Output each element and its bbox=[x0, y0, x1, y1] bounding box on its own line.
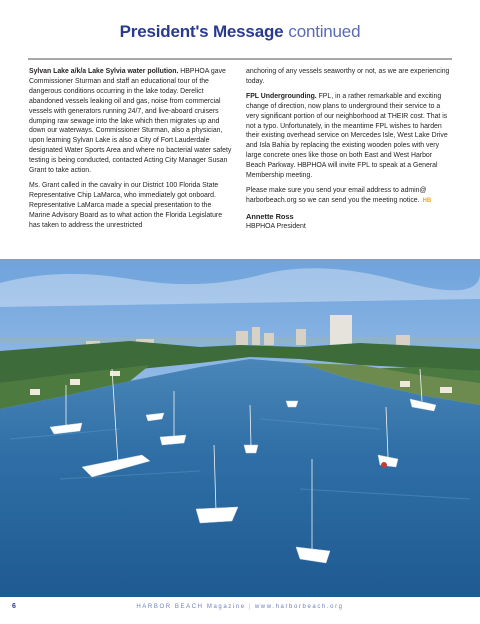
page-title bbox=[0, 22, 480, 42]
text-fpl: FPL, in a rather remarkable and exciting change of direction, now plans to underground their service to a very significant portion of our neighborhood at THEIR cost. That is not a typo. Unfortunately, in the meantime FPL wishes to harden their existing overhead service on Mercedes Isle, West Lake Drive and Isla Bahia by replacing the existing wooden poles with very large concrete ones like those on both East and West Harbor Beach Parkway. HBPHOA will invite FPL to speak at a General Membership meeting. bbox=[246, 92, 448, 180]
right-column bbox=[246, 67, 450, 232]
end-mark-logo: HB bbox=[422, 197, 432, 204]
signature-name: Annette Ross bbox=[246, 211, 294, 221]
lead-sylvan-lake: Sylvan Lake a/k/a Lake Sylvia water pollution. bbox=[29, 68, 179, 75]
paragraph-ms-grant: Ms. Grant called in the cavalry in our District 100 Florida State Representative Chip LaMarca, who immediately got onboard. Representative LaMarca made a special presentation to the Marine Advisory Board as to what action the Florida Legislature has taken to address the unrestricted bbox=[29, 181, 223, 229]
footer-separator: | bbox=[248, 604, 252, 610]
paragraph-fpl bbox=[246, 92, 450, 181]
page-footer bbox=[0, 601, 480, 621]
footer-text bbox=[0, 604, 480, 610]
text-email: Please make sure you send your email address to admin@ harborbeach.org so we can send you the meeting notice. bbox=[246, 186, 427, 204]
magazine-name: HARBOR BEACH Magazine bbox=[136, 604, 246, 610]
paragraph-sylvan-lake bbox=[29, 67, 233, 176]
text-sylvan-lake: HBPHOA gave Commissioner Sturman and staff an educational tour of the dangerous conditions occurring in the lake today. Derelict abandoned vessels leaking oil and gas, noise from commercial vessels with generators running 24/7, and live-aboard cruisers dumping raw sewage into the lake which then migrates up and down our waterways. Commissioner Sturman, also a physician, upon learning Sylvan Lake is also a City of Fort Lauderdale designated Water Sports Area and where no bacterial water safety testing is being conducted, contacted Acting City Manager Susan Grant to take action. bbox=[29, 68, 232, 175]
title-divider bbox=[28, 58, 452, 60]
title-continued: continued bbox=[288, 22, 361, 41]
left-column bbox=[29, 67, 233, 236]
harbor-photo bbox=[0, 259, 480, 597]
paragraph-email bbox=[246, 186, 450, 207]
signature-title: HBPHOA President bbox=[246, 222, 306, 230]
paragraph-anchoring: anchoring of any vessels seaworthy or not, as we are experiencing today. bbox=[246, 68, 450, 85]
title-bold: President's Message bbox=[119, 22, 284, 41]
website-link[interactable]: www.harborbeach.org bbox=[254, 604, 344, 610]
lead-fpl: FPL Undergrounding. bbox=[246, 92, 317, 100]
page-number: 6 bbox=[12, 603, 16, 610]
